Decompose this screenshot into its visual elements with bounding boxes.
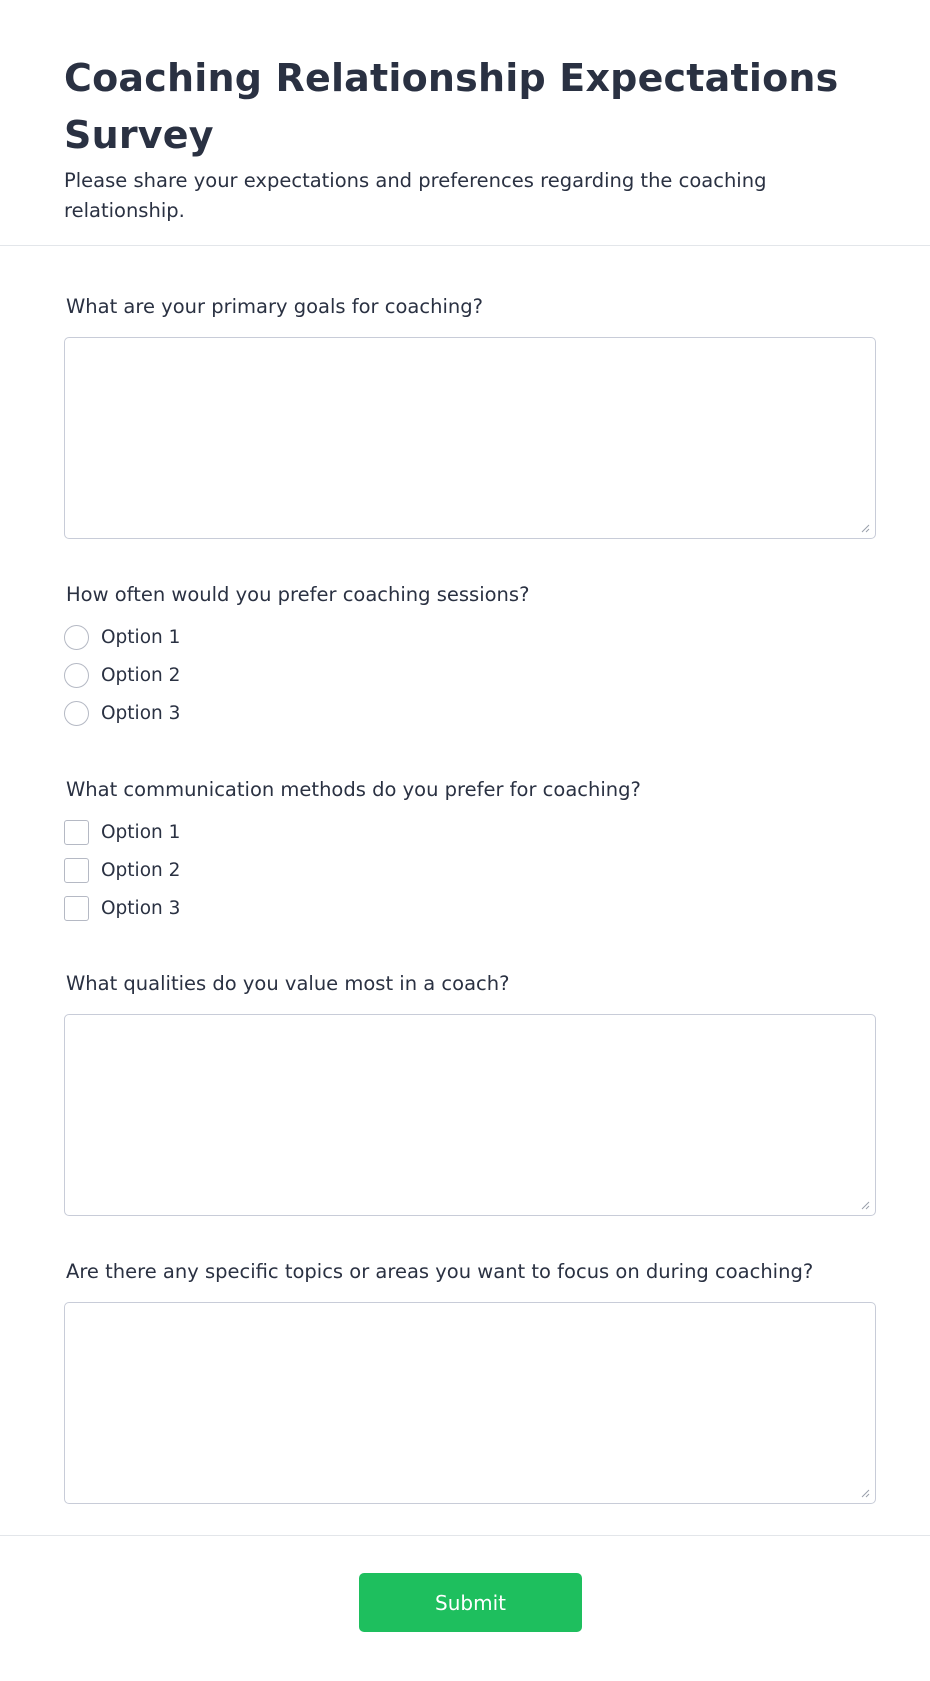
topics-textarea[interactable] <box>65 1303 875 1503</box>
resize-grip-icon[interactable] <box>860 1488 870 1498</box>
option-label: Option 2 <box>101 664 181 686</box>
form-footer <box>0 1535 930 1681</box>
checkbox[interactable] <box>64 858 89 883</box>
resize-grip-icon[interactable] <box>860 523 870 533</box>
communication-option-3[interactable] <box>64 895 180 921</box>
resize-grip-icon[interactable] <box>860 1200 870 1210</box>
page-subtitle: Please share your expectations and preferences regarding the coaching relationship. <box>64 169 767 222</box>
checkbox[interactable] <box>64 896 89 921</box>
question-label-communication: What communication methods do you prefer for coaching? <box>66 778 641 801</box>
communication-option-1[interactable] <box>64 819 180 845</box>
question-label-qualities: What qualities do you value most in a coach? <box>66 972 510 995</box>
survey-form <box>0 246 930 1536</box>
qualities-textarea[interactable] <box>65 1015 875 1215</box>
qualities-textarea-container <box>64 1014 876 1216</box>
frequency-option-3[interactable] <box>64 700 180 726</box>
option-label: Option 3 <box>101 702 181 724</box>
option-label: Option 1 <box>101 821 181 843</box>
communication-option-2[interactable] <box>64 857 180 883</box>
frequency-option-1[interactable] <box>64 624 180 650</box>
checkbox[interactable] <box>64 820 89 845</box>
survey-header <box>0 0 930 246</box>
radio-button[interactable] <box>64 625 89 650</box>
question-label-topics: Are there any specific topics or areas you want to focus on during coaching? <box>66 1260 814 1283</box>
option-label: Option 1 <box>101 626 181 648</box>
radio-button[interactable] <box>64 701 89 726</box>
question-label-goals: What are your primary goals for coaching? <box>66 295 483 318</box>
radio-button[interactable] <box>64 663 89 688</box>
option-label: Option 3 <box>101 897 181 919</box>
submit-button[interactable]: Submit <box>359 1573 582 1632</box>
option-label: Option 2 <box>101 859 181 881</box>
topics-textarea-container <box>64 1302 876 1504</box>
goals-textarea-container <box>64 337 876 539</box>
question-label-frequency: How often would you prefer coaching sessions? <box>66 583 530 606</box>
goals-textarea[interactable] <box>65 338 875 538</box>
page-title: Coaching Relationship Expectations Survey <box>64 56 839 157</box>
frequency-option-2[interactable] <box>64 662 180 688</box>
